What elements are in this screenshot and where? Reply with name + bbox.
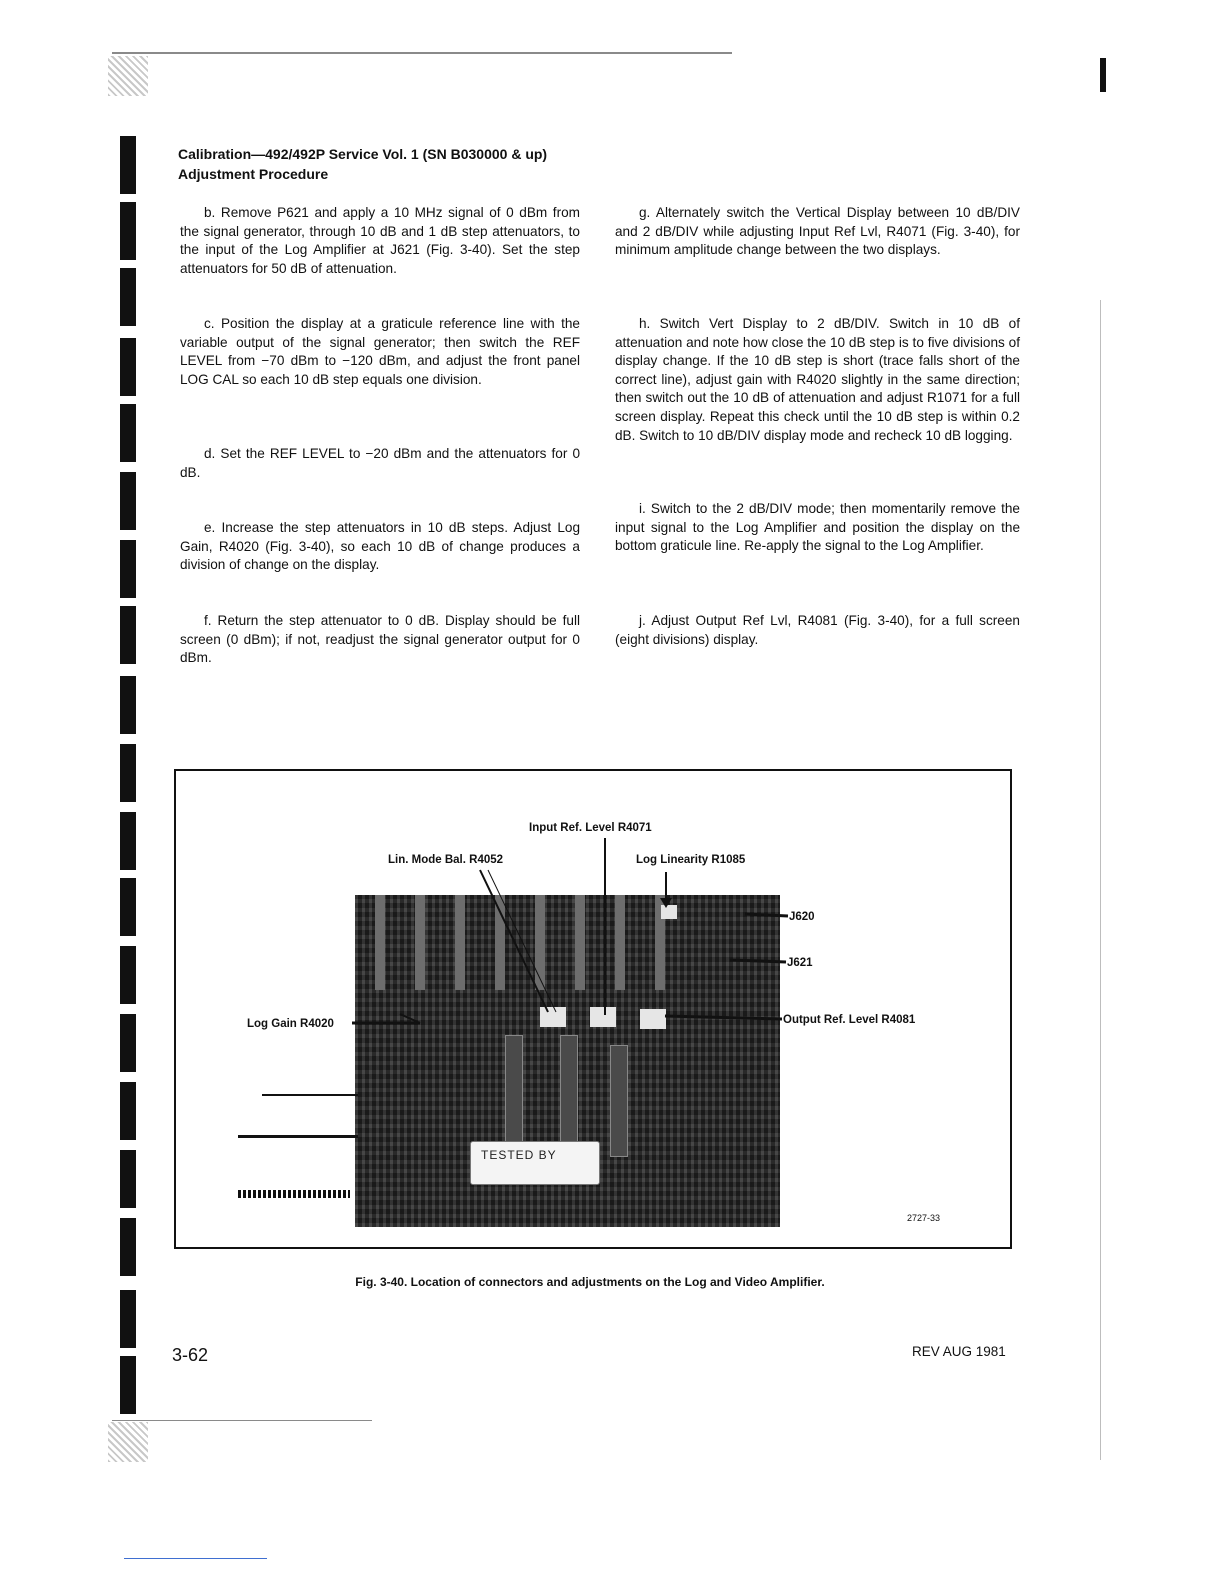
label-j621: J621	[787, 957, 813, 969]
page-number: 3-62	[172, 1345, 209, 1365]
header-title: Calibration—492/492P Service Vol. 1 (SN B030000 & up)	[178, 146, 548, 162]
step-j: j. Adjust Output Ref Lvl, R4081 (Fig. 3-40), for a full screen (eight divisions) display.	[615, 613, 1020, 647]
tested-by-label: TESTED BY	[481, 1148, 557, 1162]
step-h: h. Switch Vert Display to 2 dB/DIV. Switch in 10 dB of attenuation and note how close the 10 dB step is to five divisions of display change. If the 10 dB step is short (trace falls short of the correct line), adjust gain with R4020 slightly in the same direction; then switch out the 10 dB of attenuation and adjust R1071 for a full screen display. Repeat this check until the 10 dB step is within 0.2 dB. Switch to 10 dB/DIV display mode and recheck 10 dB logging.	[615, 316, 1020, 443]
callout-lin-mode-2	[488, 870, 556, 1012]
step-e: e. Increase the step attenuators in 10 dB steps. Adjust Log Gain, R4020 (Fig. 3-40), so each 10 dB of change produces a division of change on the display.	[180, 520, 580, 573]
step-b: b. Remove P621 and apply a 10 MHz signal of 0 dBm from the signal generator, through 10 dB and 1 dB step attenuators, to the input of the Log Amplifier at J621 (Fig. 3-40). Set the step attenuators for 50 dB of attenuation.	[180, 205, 580, 276]
revision-date: REV AUG 1981	[912, 1344, 1006, 1359]
step-g: g. Alternately switch the Vertical Display between 10 dB/DIV and 2 dB/DIV while adjusting Input Ref Lvl, R4071 (Fig. 3-40), for minimum amplitude change between the two displays.	[615, 205, 1020, 258]
figure-number: 2727-33	[907, 1213, 941, 1223]
label-log-linearity: Log Linearity R1085	[636, 854, 746, 866]
header-subtitle: Adjustment Procedure	[178, 166, 329, 182]
step-c: c. Position the display at a graticule reference line with the variable output of the signal generator; then switch the REF LEVEL from −70 dBm to −120 dBm, and adjust the front panel LOG CAL so each 10 dB step equals one division.	[180, 316, 580, 387]
figure-caption: Fig. 3-40. Location of connectors and adjustments on the Log and Video Amplifier.	[355, 1275, 825, 1289]
label-input-ref: Input Ref. Level R4071	[529, 822, 652, 834]
callout-j621	[730, 960, 786, 962]
callout-lin-mode	[480, 870, 548, 1012]
step-d: d. Set the REF LEVEL to −20 dBm and the attenuators for 0 dB.	[180, 446, 580, 480]
label-log-gain: Log Gain R4020	[247, 1018, 334, 1030]
callout-output-ref	[665, 1016, 782, 1019]
step-f: f. Return the step attenuator to 0 dB. Display should be full screen (0 dBm); if not, readjust the signal generator output for 0 dBm.	[180, 613, 580, 666]
arrow-head	[660, 898, 672, 908]
label-output-ref: Output Ref. Level R4081	[783, 1014, 916, 1026]
label-lin-mode: Lin. Mode Bal. R4052	[388, 854, 504, 866]
label-j620: J620	[789, 911, 815, 923]
step-i: i. Switch to the 2 dB/DIV mode; then momentarily remove the input signal to the Log Amplifier and position the display on the bottom graticule line. Re-apply the signal to the Log Amplifier.	[615, 501, 1020, 554]
callout-j620	[745, 914, 788, 916]
